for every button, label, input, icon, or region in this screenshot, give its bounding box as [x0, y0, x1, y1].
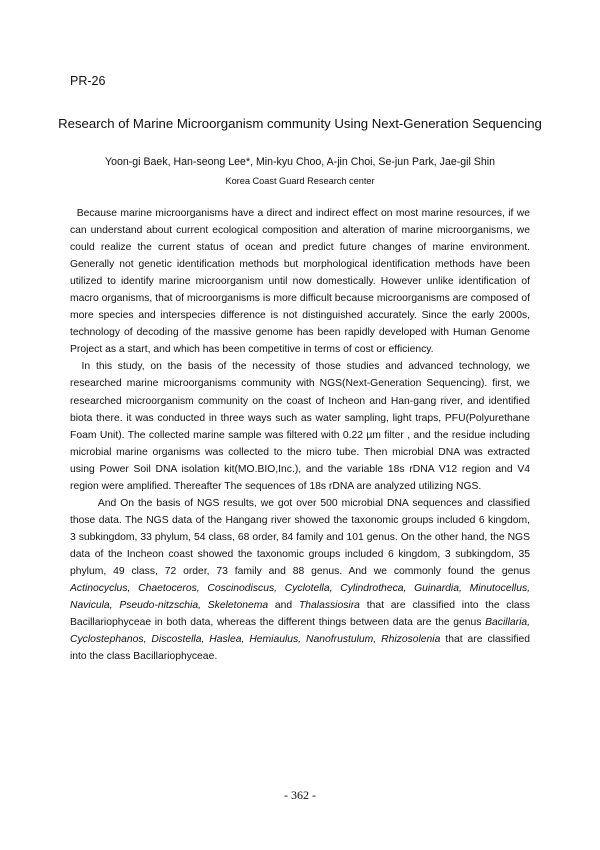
body-paragraph [70, 358, 530, 494]
affiliation: Korea Coast Guard Research center [225, 176, 375, 186]
paragraph-text: that are classified into the class Bacillariophyceae in both data, whereas the different things between data are the genus [70, 600, 530, 629]
italic-genus-names: Actinocyclus, Chaetoceros, Coscinodiscus, Cyclotella, Cylindrotheca, Guinardia, Minutocellus, Navicula, Pseudo-nitzschia, Skeletonema [70, 583, 530, 612]
page-number: - 362 - [284, 788, 316, 802]
italic-genus-names: Thalassiosira [298, 600, 360, 612]
paragraph-text: and [268, 600, 299, 612]
paragraph-text: Because marine microorganisms have a direct and indirect effect on most marine resources, if we can understand about current ecological composition and alteration of marine microorganisms, we could realize the current status of ocean and predict future changes of marine environment. Generally not genetic identification methods but morphological identification methods have been utilized to identify marine microorganism until now domestically. However unlike identification of macro organisms, that of microorganisms is more difficult because microorganisms are composed of more species and interspecies difference is not distinguished accurately. Since the early 2000s, technology of decoding of the massive genome has been rapidly developed with Human Genome Project as a start, and which has been competitive in terms of cost or efficiency. [70, 208, 530, 356]
paragraph-text: that are classified into the class Bacillariophyceae. [70, 634, 530, 663]
abstract-body [70, 205, 530, 665]
paper-title: Research of Marine Microorganism community Using Next-Generation Sequencing [58, 116, 542, 131]
abstract-code: PR-26 [70, 74, 106, 88]
body-paragraph [70, 495, 530, 665]
paragraph-text: And On the basis of NGS results, we got over 500 microbial DNA sequences and classified those data. The NGS data of the Hangang river showed the taxonomic groups included 6 kingdom, 3 subkingdom, 33 phylum, 54 class, 68 order, 84 family and 101 genus. On the other hand, the NGS data of the Incheon coast showed the taxonomic groups included 6 kingdom, 3 subkingdom, 35 phylum, 49 class, 72 order, 73 family and 88 genus. And we commonly found the genus [70, 497, 530, 577]
author-list: Yoon-gi Baek, Han-seong Lee*, Min-kyu Choo, A-jin Choi, Se-jun Park, Jae-gil Shin [104, 156, 496, 168]
body-paragraph [70, 205, 530, 358]
italic-genus-names: Bacillaria, Cyclostephanos, Discostella, Haslea, Hemiaulus, Nanofrustulum, Rhizosolenia [70, 617, 530, 646]
paragraph-text: In this study, on the basis of the necessity of those studies and advanced technology, we researched marine microorganisms community with NGS(Next-Generation Sequencing). first, we researched microorganism community on the coast of Incheon and Han-gang river, and identified biota there. it was conducted in three ways such as water sampling, light traps, PFU(Polyurethane Foam Unit). The collected marine sample was filtered with 0.22 µm filter , and the residue including microbial marine organisms was collected to the micro tube. Then microbial DNA was extracted using Power Soil DNA isolation kit(MO.BIO,Inc.), and the variable 18s rDNA V12 region and V4 region were amplified. Thereafter The sequences of 18s rDNA are analyzed utilizing NGS. [70, 361, 530, 492]
